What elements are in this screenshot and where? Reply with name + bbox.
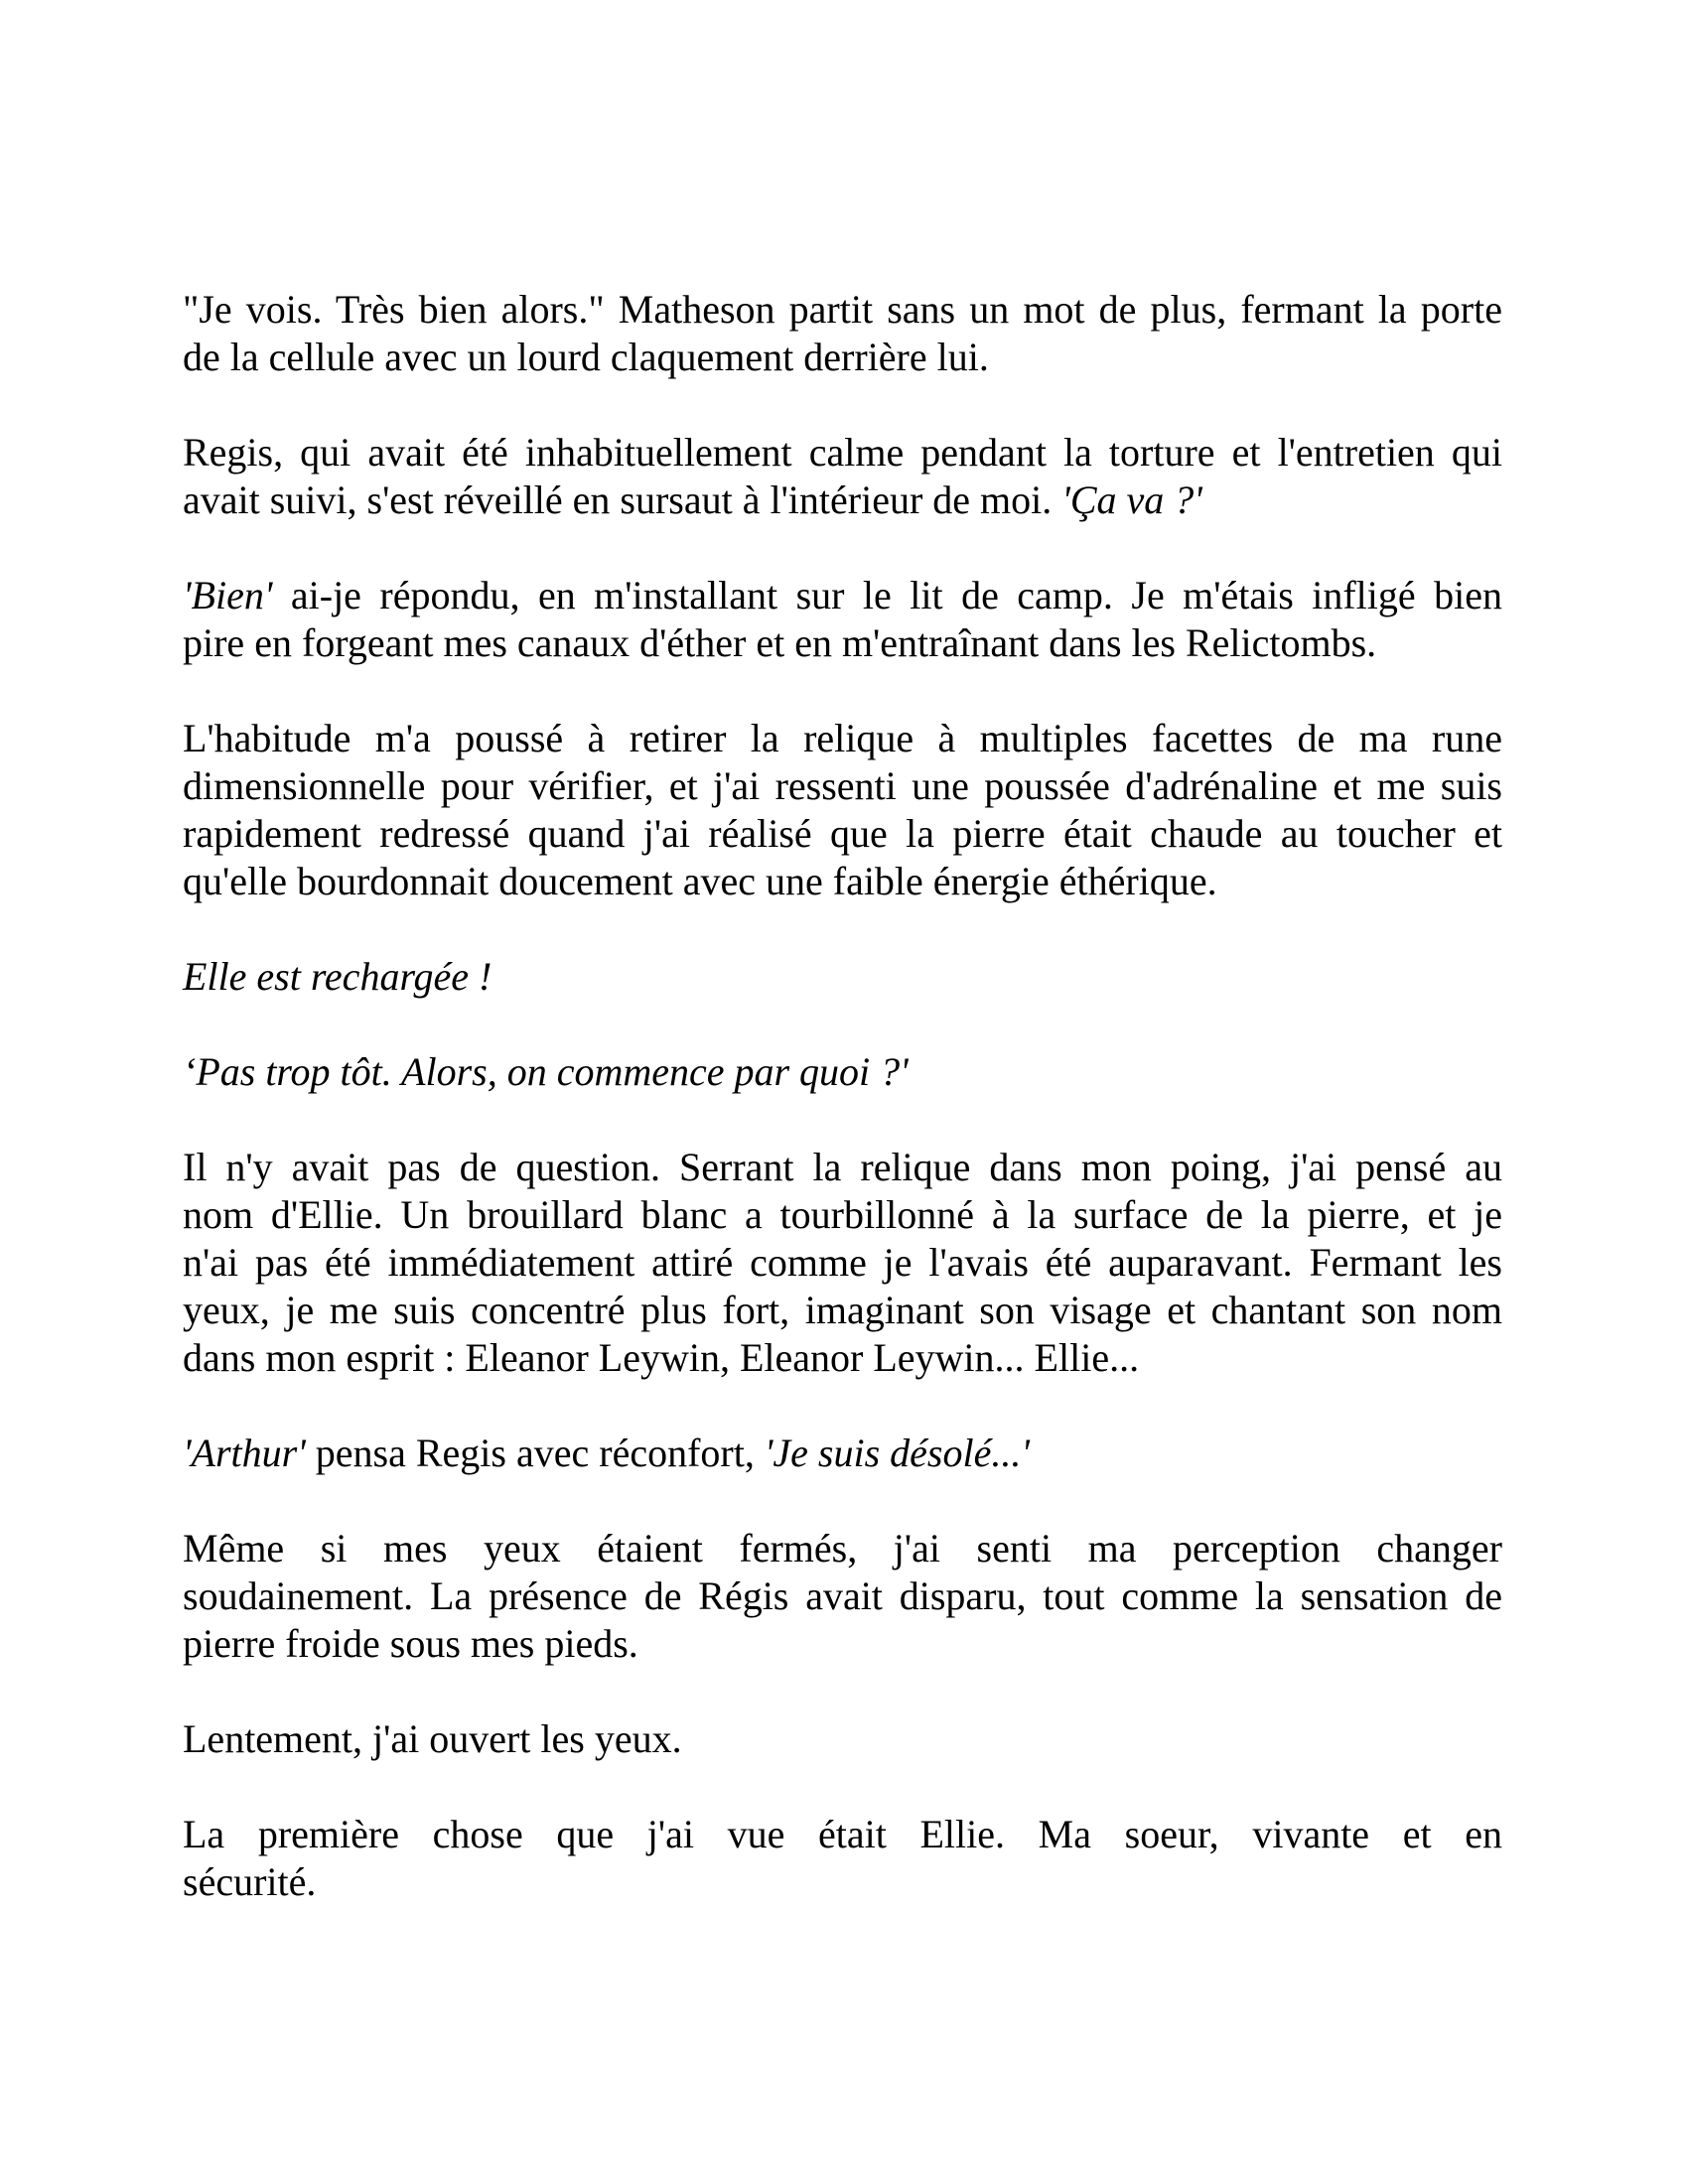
text-run: Lentement, j'ai ouvert les yeux. [183, 1716, 682, 1761]
text-run: Même si mes yeux étaient fermés, j'ai senti ma perception changer [183, 1526, 1502, 1570]
text-line [183, 334, 1502, 381]
text-run: Il n'y avait pas de question. Serrant la relique dans mon poing, j'ai pensé au [183, 1145, 1502, 1189]
text-run: dimensionnelle pour vérifier, et j'ai ressenti une poussée d'adrénaline et me suis [183, 763, 1502, 808]
text-line [183, 810, 1502, 858]
text-line [183, 477, 1502, 524]
text-line [183, 1287, 1502, 1334]
paragraph [183, 1144, 1502, 1382]
text-run: ai-je répondu, en m'installant sur le lit de camp. Je m'étais infligé bien [272, 573, 1502, 617]
text-line [183, 1334, 1502, 1382]
text-line [183, 1715, 1502, 1763]
text-line [183, 715, 1502, 762]
text-line [183, 286, 1502, 334]
text-run: pierre froide sous mes pieds. [183, 1621, 638, 1666]
text-line [183, 1048, 1502, 1096]
paragraph [183, 1525, 1502, 1668]
body-text [183, 286, 1502, 1954]
italic-text-run: ‘Pas trop tôt. Alors, on commence par quoi ?' [183, 1049, 909, 1094]
text-run: avait suivi, s'est réveillé en sursaut à l'intérieur de moi. [183, 478, 1062, 522]
text-line [183, 1144, 1502, 1191]
text-line [183, 1858, 1502, 1906]
text-run: Regis, qui avait été inhabituellement calme pendant la torture et l'entretien qui [183, 430, 1502, 475]
text-run: rapidement redressé quand j'ai réalisé que la pierre était chaude au toucher et [183, 811, 1502, 856]
text-run: L'habitude m'a poussé à retirer la relique à multiples facettes de ma rune [183, 716, 1502, 760]
text-line [183, 1430, 1502, 1477]
text-line [183, 572, 1502, 619]
text-line [183, 953, 1502, 1001]
text-run: pensa Regis avec réconfort, [305, 1431, 765, 1475]
text-line [183, 1191, 1502, 1239]
text-run: sécurité. [183, 1859, 317, 1904]
text-line [183, 858, 1502, 905]
text-line [183, 619, 1502, 667]
text-run: qu'elle bourdonnait doucement avec une faible énergie éthérique. [183, 859, 1217, 903]
paragraph [183, 1811, 1502, 1906]
italic-text-run: 'Ça va ?' [1061, 478, 1202, 522]
paragraph [183, 1715, 1502, 1763]
italic-text-run: Elle est rechargée ! [183, 954, 492, 999]
text-run: yeux, je me suis concentré plus fort, imaginant son visage et chantant son nom [183, 1288, 1502, 1332]
paragraph [183, 953, 1502, 1001]
text-run: soudainement. La présence de Régis avait disparu, tout comme la sensation de [183, 1573, 1502, 1618]
paragraph [183, 429, 1502, 524]
text-line [183, 1620, 1502, 1668]
text-line [183, 1811, 1502, 1858]
text-run: La première chose que j'ai vue était Ellie. Ma soeur, vivante et en [183, 1812, 1502, 1856]
paragraph [183, 286, 1502, 381]
italic-text-run: 'Arthur' [183, 1431, 306, 1475]
text-run: pire en forgeant mes canaux d'éther et en m'entraînant dans les Relictombs. [183, 620, 1377, 665]
text-line [183, 762, 1502, 810]
text-run: dans mon esprit : Eleanor Leywin, Eleanor Leywin... Ellie... [183, 1335, 1140, 1380]
text-line [183, 429, 1502, 477]
text-run: de la cellule avec un lourd claquement derrière lui. [183, 335, 989, 379]
paragraph [183, 1430, 1502, 1477]
text-run: "Je vois. Très bien alors." Matheson partit sans un mot de plus, fermant la porte [183, 287, 1502, 332]
text-run: nom d'Ellie. Un brouillard blanc a tourbillonné à la surface de la pierre, et je [183, 1192, 1502, 1237]
paragraph [183, 572, 1502, 667]
text-line [183, 1239, 1502, 1287]
text-line [183, 1525, 1502, 1572]
paragraph [183, 1048, 1502, 1096]
text-line [183, 1572, 1502, 1620]
italic-text-run: 'Bien' [183, 573, 273, 617]
paragraph [183, 715, 1502, 905]
italic-text-run: 'Je suis désolé...' [764, 1431, 1030, 1475]
text-run: n'ai pas été immédiatement attiré comme je l'avais été auparavant. Fermant les [183, 1240, 1502, 1285]
